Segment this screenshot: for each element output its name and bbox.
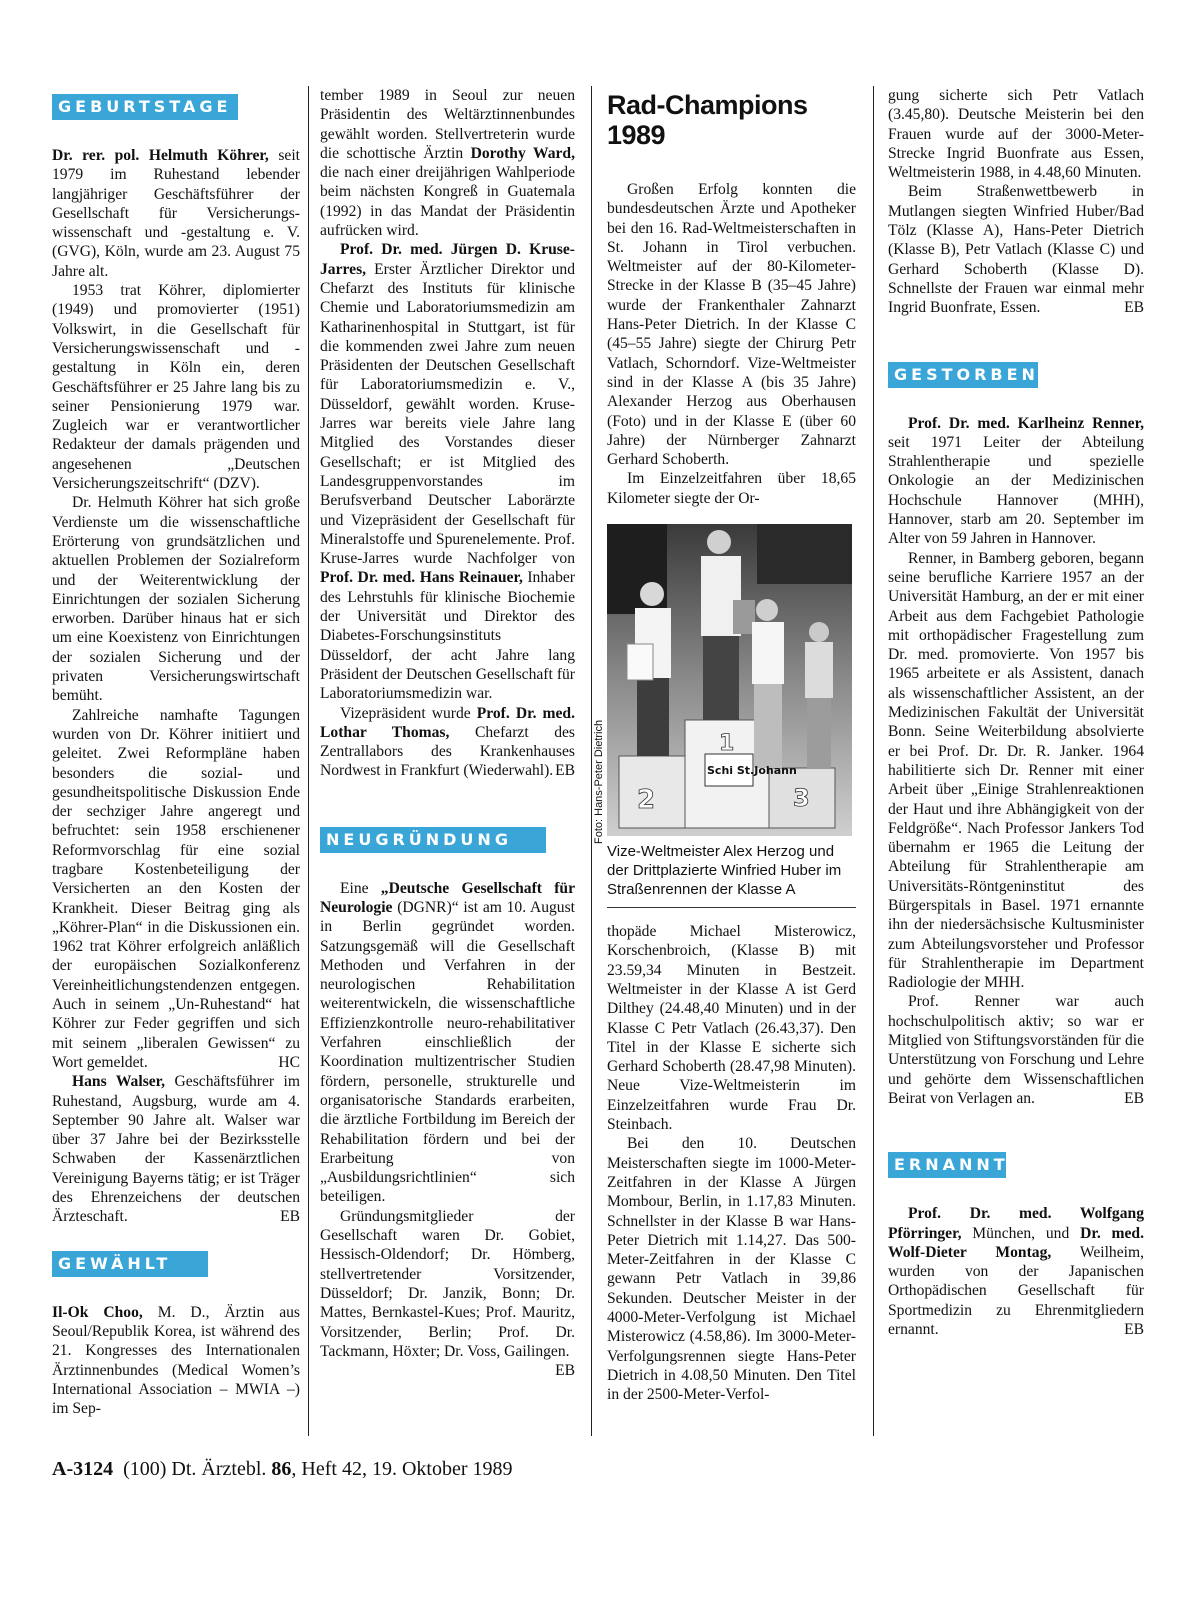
person-name: Dorothy Ward, bbox=[470, 144, 576, 162]
paragraph bbox=[320, 1207, 575, 1380]
section-banner-ernannt: ERNANNT bbox=[888, 1152, 1006, 1178]
podium-photo bbox=[607, 524, 852, 836]
author-initials: EB bbox=[555, 1362, 575, 1380]
paragraph bbox=[52, 706, 300, 1073]
person-name: Prof. Dr. med. Lothar Thomas, bbox=[320, 704, 575, 741]
person-name: Hans Walser, bbox=[72, 1073, 166, 1091]
paragraph-text: tember 1989 in Seoul zur neuen Präsidentin des Weltärztinnenbundes gewählt worden. Stellvertreterin wurde die schottische Ärztin bbox=[320, 87, 575, 162]
article-choo bbox=[52, 1303, 300, 1419]
article-dgnr bbox=[320, 879, 575, 1207]
paragraph-text: Eine bbox=[340, 879, 381, 897]
section-banner-neugruendung: NEUGRÜNDUNG bbox=[320, 827, 546, 853]
article-thomas bbox=[320, 704, 575, 781]
paragraph: Dr. Helmuth Köhrer hat sich große Verdienste um die wissenschaftliche Erörterung von grundsätzlichen und aktuellen Problemen der Sozialreform und der Weiterentwicklung der Einrichtungen der sozialen Sicherung erworben. Darüber hinaus hat er sich um eine Koexistenz von Einrichtungen der sozialen Sicherung und der privaten Versicherungswirtschaft bemüht. bbox=[52, 494, 300, 705]
podium-number-1: 1 bbox=[719, 731, 735, 757]
paragraph bbox=[888, 992, 1144, 1108]
author-initials: EB bbox=[555, 762, 575, 780]
column-rule-3 bbox=[873, 86, 874, 1436]
photo-credit: Foto: Hans-Peter Dietrich bbox=[593, 719, 605, 844]
article-walser bbox=[52, 1072, 300, 1226]
page-number: A-3124 bbox=[52, 1458, 114, 1480]
column-3 bbox=[593, 84, 856, 1404]
column-2 bbox=[320, 86, 575, 1380]
column-rule-1 bbox=[308, 86, 309, 1436]
article-pfoerringer bbox=[888, 1204, 1144, 1339]
paragraph: Großen Erfolg konnten die bundesdeutschen Ärzte und Apotheker bei den 16. Rad-Weltmeisterschaften in St. Johann in Tirol verbuchen. Weltmeister auf der 80-Kilometer-Strecke in der Klasse B (35–45 Jahre) wurde der Frankenthaler Zahnarzt Hans-Peter Dietrich. In der Klasse C (45–55 Jahre) siegte der Chirurg Petr Vatlach, Schorndorf. Vize-Weltmeister sind in der Klasse A (bis 35 Jahre) Alexander Herzog aus Oberhausen (Foto) und in der Klasse E (über 60 Jahre) der Nürnberger Zahnarzt Gerhard Schoberth. bbox=[607, 181, 856, 469]
paragraph-text: Inhaber des Lehrstuhls für klinische Biochemie der Universität und Direktor des Diabetes-Forschungsinstituts Düsseldorf, der acht Jahre lang Präsident der Deutschen Gesellschaft für Laboratoriumsmedizin war. bbox=[320, 569, 575, 703]
section-banner-gewaehlt: GEWÄHLT bbox=[52, 1251, 208, 1277]
paragraph-text: Gründungsmitglieder der Gesellschaft waren Dr. Gobiet, Hessisch-Oldendorf; Dr. Hömberg, stellvertretender Vorsitzender, Düsseldorf; Dr. Janzik, Bonn; Dr. Mattes, Bernkastel-Kues; Prof. Mauritz, Vorsitzender, Berlin; Prof. Dr. Tackmann, Höxter; Dr. Voss, Gailingen. bbox=[320, 1207, 575, 1360]
paragraph-text: Zahlreiche namhafte Tagungen wurden von Dr. Köhrer initiiert und geleitet. Zwei Reformpläne haben besonders die sozial- und gesundheitspolitische Diskussion Ende der sechziger Jahre angeregt und befruchtet: sein 1958 erschienener Reformvorschlag für eine sozial tragbare Kostenbeteiligung der Versicherten an den Kosten der Krankheit. Dieser Beitrag ging als „Köhrer-Plan“ in die Diskussionen ein. 1962 trat Köhrer erfolgreich anläßlich der europäischen Sozialkonferenz Vereinheitlichungstendenzen entgegen. Auch in seinem „Un-Ruhestand“ hat Köhrer zur Feder gegriffen und sich mit seinem „liberalen Gewissen“ zu Wort gemeldet. bbox=[52, 706, 300, 1071]
footer-text: (100) Dt. Ärztebl. bbox=[113, 1458, 272, 1480]
article-koehrer-intro bbox=[52, 146, 300, 281]
page-footer bbox=[52, 1458, 512, 1481]
section-banner-gestorben: GESTORBEN bbox=[888, 362, 1038, 388]
paragraph-text: Prof. Renner war auch hochschulpolitisch aktiv; so war er Mitglied von Stiftungsvorständen für die Unterstützung von Forschung und Lehre und gehörte dem Wissenschaftlichen Beirat von Verlagen an. bbox=[888, 993, 1144, 1107]
person-name: Prof. Dr. med. Hans Reinauer, bbox=[320, 569, 523, 587]
column-4 bbox=[888, 86, 1144, 1339]
photo-caption: Vize-Weltmeister Alex Herzog und der Drittplazierte Winfried Huber im Straßenrennen der Klasse A bbox=[607, 842, 856, 908]
paragraph-text: Weilheim, wurden von der Japanischen Orthopädischen Gesellschaft für Sportmedizin zu Ehrenmitgliedern ernannt. bbox=[888, 1243, 1144, 1339]
paragraph: Bei den 10. Deutschen Meisterschaften siegte im 1000-Meter-Zeitfahren in der Klasse A Jürgen Mombour, Berlin, in 1.17,83 Minuten. Schnellster in der Klasse B war Hans-Peter Dietrich mit 1.14,27. Das 500-Meter-Zeitfahren in der Klasse C gewann Petr Vatlach in 39,86 Sekunden. Deutscher Meister in der 4000-Meter-Verfolgung ist Michael Misterowicz (4.58,86). Im 3000-Meter-Verfolgungsrennen siegte Hans-Peter Dietrich in 4.08,50 Minuten. Den Titel in der 2500-Meter-Verfol- bbox=[607, 1135, 856, 1404]
person-name: Prof. Dr. med. Karlheinz Renner, bbox=[908, 414, 1144, 432]
paragraph-text: Geschäftsführer im Ruhestand, Augsburg, wurde am 4. September 90 Jahre alt. Walser war über 37 Jahre bei der Bezirksstelle Schwaben der Kassenärztlichen Vereinigung Bayerns tätig; er ist Träger des Ehrenzeichens der deutschen Ärzteschaft. bbox=[52, 1073, 300, 1226]
paragraph-text: München, und bbox=[961, 1224, 1081, 1242]
paragraph: thopäde Michael Misterowicz, Korschenbroich, (Klasse B) mit 23.59,34 Minuten in Bestzeit. Weltmeister in der Klasse A ist Gerd Dilthey (24.48,40 Minuten) und in der Klasse C Petr Vatlach (26.43,37). Den Titel in der Klasse E sicherte sich Gerhard Schoberth (28.47,98 Minuten). Neue Vize-Weltmeisterin im Einzelzeitfahren wurde Frau Dr. Steinbach. bbox=[607, 923, 856, 1134]
person-name: Il-Ok Choo, bbox=[52, 1303, 143, 1321]
footer-text: , Heft 42, 19. Oktober 1989 bbox=[291, 1458, 513, 1480]
paragraph: gung sicherte sich Petr Vatlach (3.45,80). Deutsche Meisterin bei den Frauen wurde auf der 3000-Meter-Strecke Ingrid Buonfrate aus Essen, Weltmeisterin 1988, in 4.48,60 Minuten. bbox=[888, 87, 1144, 182]
paragraph-text: die nach einer dreijährigen Wahlperiode beim nächsten Kongreß in Guatemala (1992) in das Mandat der Präsidentin aufrücken wird. bbox=[320, 164, 575, 240]
paragraph: Renner, in Bamberg geboren, begann seine berufliche Karriere 1957 an der Universität Hamburg, an der er mit einer Arbeit aus dem Fachgebiet Pathologie mit orthopädischer Fragestellung zum Dr. med. promovierte. Von 1957 bis 1965 arbeitete er als Assistent, danach als wissenschaftlicher Assistent, an der Medizinischen Fakultät der Universität Bonn. Seine Weiterbildung absolvierte er bei Prof. Dr. Dr. R. Janker. 1964 habilitierte sich Dr. Renner mit einer Arbeit über „Einige Strahlenreaktionen der Haut und ihre Abhängigkeit von der Feldgröße“. Nach Professor Jankers Tod übernahm er 1965 die Leitung der Abteilung für Strahlentherapie am Universitäts-Röntgeninstitut des Bürgerspitals in Basel. 1971 ernannte ihn der niedersächsische Kultusminister zum Abteilungsvorsteher und Professor für Strahlentherapie im Department Radiologie der MHH. bbox=[888, 549, 1144, 992]
person-name: Dr. med. Wolf-Dieter Montag, bbox=[888, 1224, 1144, 1261]
organization-name: „Deutsche Gesellschaft für Neurologie bbox=[320, 879, 575, 916]
podium-sign: Schi St.Johann bbox=[707, 764, 797, 778]
paragraph-text: Vizepräsident wurde bbox=[340, 704, 477, 722]
volume-number: 86 bbox=[271, 1458, 292, 1480]
author-initials: EB bbox=[1124, 299, 1144, 317]
podium-photo-image bbox=[607, 524, 852, 836]
paragraph-text: Chefarzt des Zentrallabors des Krankenhauses Nordwest in Frankfurt (Wiederwahl). bbox=[320, 723, 575, 780]
author-initials: EB bbox=[1124, 1321, 1144, 1339]
author-initials: HC bbox=[278, 1053, 300, 1071]
author-initials: EB bbox=[1124, 1089, 1144, 1107]
podium-number-2: 2 bbox=[637, 785, 656, 816]
paragraph-text: M. D., Ärztin aus Seoul/Republik Korea, ist während des 21. Kongresses des Internationalen Ärztinnenbundes (Medical Women’s International Association – MWIA –) im Sep- bbox=[52, 1303, 300, 1418]
person-name: Prof. Dr. med. Jürgen D. Kruse-Jarres, bbox=[320, 241, 575, 278]
paragraph-text: Erster Ärztlicher Direktor und Chefarzt des Instituts für klinische Chemie und Laboratoriumsmedizin am Katharinenhospital in Stuttgart, ist für die kommenden zwei Jahre zum neuen Präsidenten der Deutschen Gesellschaft für Laboratoriumsmedizin e. V., Düsseldorf, gewählt worden. Kruse-Jarres war bereits viele Jahre lang Mitglied des Vorstandes dieser Gesellschaft; er ist Mitglied des Landesgruppenvorstandes im Berufsverband Deutscher Laborärzte und Vizepräsident der Gesellschaft für Mineralstoffe und Spurenelemente. Prof. Kruse-Jarres wurde Nachfolger von bbox=[320, 260, 575, 568]
podium-number-3: 3 bbox=[793, 784, 810, 813]
paragraph: Im Einzelzeitfahren über 18,65 Kilometer siegte der Or- bbox=[607, 470, 856, 507]
article-choo-cont bbox=[320, 86, 575, 240]
person-name: Prof. Dr. med. Wolfgang Pförringer, bbox=[888, 1205, 1144, 1242]
paragraph-text: seit 1979 im Ruhestand lebender langjähriger Geschäftsführer der Gesellschaft für Versicherungswissenschaft und -gestaltung e. V. (GVG), Köln, wurde am 23. August 75 Jahre alt. bbox=[52, 147, 300, 280]
paragraph-text: Beim Straßenwettbewerb in Mutlangen siegten Winfried Huber/Bad Tölz (Klasse A), Hans-Peter Dietrich (Klasse B), Petr Vatlach (Klasse C) und Gerhard Schoberth (Klasse D). Schnellste der Frauen war einmal mehr Ingrid Buonfrate, Essen. bbox=[888, 183, 1144, 317]
paragraph: 1953 trat Köhrer, diplomierter (1949) und promovierter (1951) Volkswirt, in die Gesellschaft für Versicherungswissenschaft und -gestaltung in Köln ein, deren Geschäftsführer er 25 Jahre lang bis zu seiner Pensionierung 1979 war. Zugleich war er verantwortlicher Redakteur der damals prägenden und angesehenen „Deutschen Versicherungszeitschrift“ (DZV). bbox=[52, 282, 300, 493]
article-title: Rad-Champions 1989 bbox=[607, 90, 808, 150]
paragraph bbox=[888, 182, 1144, 317]
section-banner-geburtstage: GEBURTSTAGE bbox=[52, 94, 238, 120]
paragraph-text: seit 1971 Leiter der Abteilung Strahlentherapie und spezielle Onkologie an der Medizinischen Hochschule Hannover (MHH), Hannover, starb am 20. September im Alter von 59 Jahren in Hannover. bbox=[888, 433, 1144, 548]
paragraph-text: (DGNR)“ ist am 10. August in Berlin gegründet worden. Satzungsgemäß will die Gesellschaft Methoden und Verfahren in der neurologischen Rehabilitation weiterentwickeln, die wissenschaftliche Effizienzkontrolle neuro-rehabilitativer Verfahren einschließlich der Koordination multizentrischer Studien fördern, personelle, strukturelle und organisatorische Standards erarbeiten, die ärztliche Fortbildung im Bereich der Rehabilitation fördern und bei der Erarbeitung von „Ausbildungsrichtlinien“ sich beteiligen. bbox=[320, 898, 575, 1206]
author-initials: EB bbox=[280, 1208, 300, 1226]
article-kruse-jarres bbox=[320, 240, 575, 703]
column-1 bbox=[52, 84, 300, 1418]
article-renner bbox=[888, 414, 1144, 549]
person-name: Dr. rer. pol. Helmuth Köhrer, bbox=[52, 147, 269, 164]
